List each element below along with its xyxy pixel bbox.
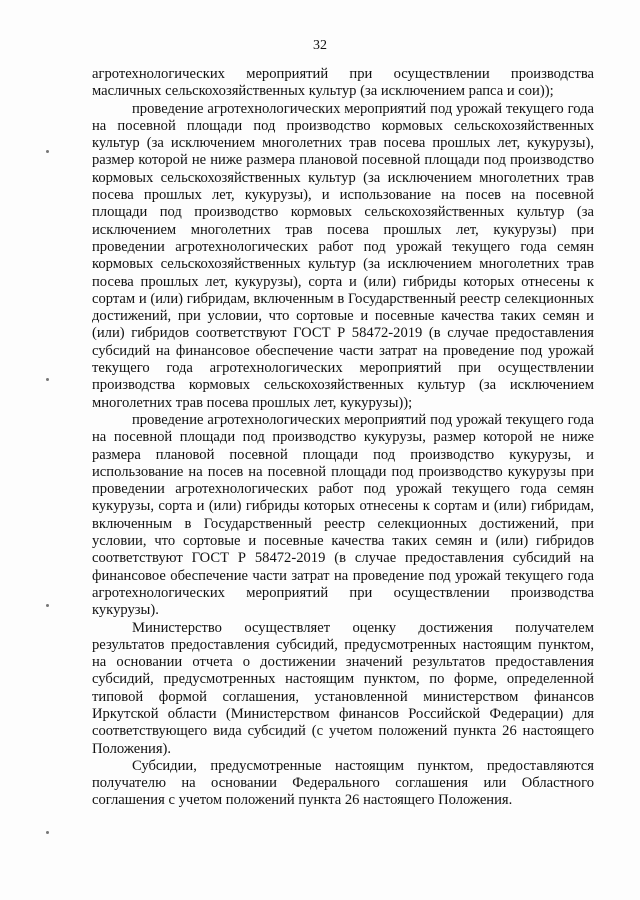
- page-number: 32: [313, 38, 327, 53]
- scan-margin-mark: [46, 604, 49, 607]
- paragraph-5: Субсидии, предусмотренные настоящим пунктом, предоставляются получателю на основании Федерального соглашения или Областного соглашения с учетом положений пункта 26 настоящего Положения.: [92, 757, 594, 809]
- scan-margin-mark: [46, 150, 49, 153]
- paragraph-2: проведение агротехнологических мероприятий под урожай текущего года на посевной площади под производство кормовых сельскохозяйственных культур (за исключением многолетних трав посева прошлых лет, кукурузы), размер которой не ниже размера плановой посевной площади под производство кормовых сельскохозяйственных культур (за исключением многолетних трав посева прошлых лет, кукурузы), и использование на посев на посевной площади под производство кормовых сельскохозяйственных культур (за исключением многолетних трав посева прошлых лет, кукурузы) при проведении агротехнологических работ под урожай текущего года семян кормовых сельскохозяйственных культур (за исключением многолетних трав посева прошлых лет, кукурузы), сорта и (или) гибриды которых отнесены к сортам и (или) гибридам, включенным в Государственный реестр селекционных достижений, при условии, что сортовые и посевные качества таких семян и (или) гибридов соответствуют ГОСТ Р 58472-2019 (в случае предоставления субсидий на финансовое обеспечение части затрат на проведение под урожай текущего года агротехнологических мероприятий при осуществлении производства кормовых сельскохозяйственных культур (за исключением многолетних трав посева прошлых лет, кукурузы));: [92, 100, 594, 411]
- paragraph-4: Министерство осуществляет оценку достижения получателем результатов предоставления субсидий, предусмотренных настоящим пунктом, на основании отчета о достижении значений результатов предоставления субсидий, предусмотренных настоящим пунктом, по форме, определенной типовой формой соглашения, установленной министерством финансов Иркутской области (Министерством финансов Российской Федерации) для соответствующего вида субсидий (с учетом положений пункта 26 настоящего Положения).: [92, 619, 594, 757]
- scan-margin-mark: [46, 378, 49, 381]
- scan-margin-mark: [46, 831, 49, 834]
- document-body: [92, 66, 594, 810]
- paragraph-3: проведение агротехнологических мероприятий под урожай текущего года на посевной площади под производство кукурузы, размер которой не ниже размера плановой посевной площади под производство кукурузы, и использование на посев на посевной площади под производство кукурузы при проведении агротехнологических работ под урожай текущего года семян кукурузы, сорта и (или) гибриды которых отнесены к сортам и (или) гибридам, включенным в Государственный реестр селекционных достижений, при условии, что сортовые и посевные качества таких семян и (или) гибридов соответствуют ГОСТ Р 58472-2019 (в случае предоставления субсидий на финансовое обеспечение части затрат на проведение под урожай текущего года агротехнологических мероприятий при осуществлении производства кукурузы).: [92, 411, 594, 619]
- paragraph-1: агротехнологических мероприятий при осуществлении производства масличных сельскохозяйственных культур (за исключением рапса и сои));: [92, 66, 594, 100]
